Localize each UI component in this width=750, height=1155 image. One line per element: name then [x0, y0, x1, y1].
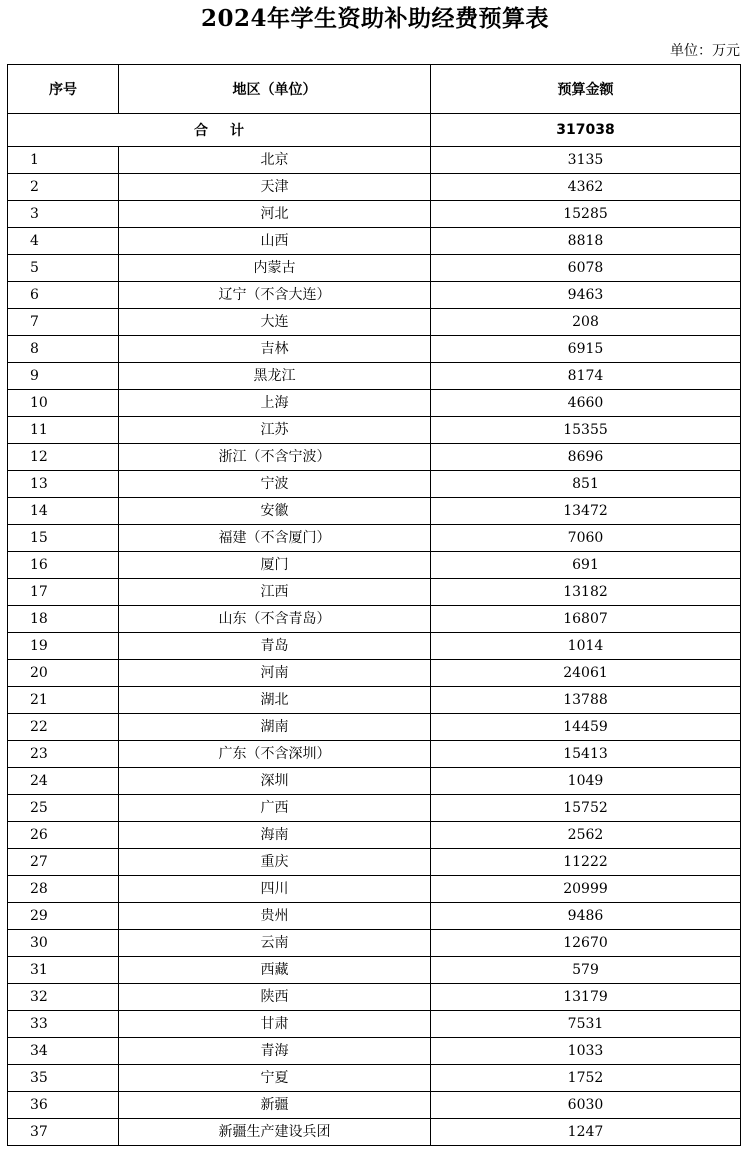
row-region: 新疆生产建设兵团 [119, 1119, 431, 1146]
row-amount: 1033 [431, 1038, 741, 1065]
total-label: 合计 [8, 114, 431, 147]
row-region: 湖南 [119, 714, 431, 741]
row-index: 14 [8, 498, 119, 525]
row-region: 重庆 [119, 849, 431, 876]
row-index: 36 [8, 1092, 119, 1119]
row-region: 内蒙古 [119, 255, 431, 282]
row-region: 安徽 [119, 498, 431, 525]
table-row [8, 984, 741, 1011]
row-amount: 7060 [431, 525, 741, 552]
row-amount: 6030 [431, 1092, 741, 1119]
table-row [8, 552, 741, 579]
row-region: 广东（不含深圳） [119, 741, 431, 768]
row-amount: 8818 [431, 228, 741, 255]
total-row [8, 114, 741, 147]
table-row [8, 498, 741, 525]
row-index: 11 [8, 417, 119, 444]
row-region: 山东（不含青岛） [119, 606, 431, 633]
row-amount: 13788 [431, 687, 741, 714]
row-index: 22 [8, 714, 119, 741]
table-row [8, 174, 741, 201]
table-row [8, 1119, 741, 1146]
row-amount: 11222 [431, 849, 741, 876]
row-region: 福建（不含厦门） [119, 525, 431, 552]
row-amount: 8174 [431, 363, 741, 390]
row-region: 大连 [119, 309, 431, 336]
row-index: 4 [8, 228, 119, 255]
row-amount: 4362 [431, 174, 741, 201]
row-region: 江苏 [119, 417, 431, 444]
row-index: 28 [8, 876, 119, 903]
row-amount: 13472 [431, 498, 741, 525]
row-index: 34 [8, 1038, 119, 1065]
row-amount: 1049 [431, 768, 741, 795]
table-row [8, 876, 741, 903]
table-row [8, 255, 741, 282]
row-index: 1 [8, 147, 119, 174]
row-region: 新疆 [119, 1092, 431, 1119]
row-index: 10 [8, 390, 119, 417]
row-index: 5 [8, 255, 119, 282]
table-row [8, 471, 741, 498]
table-row [8, 822, 741, 849]
row-amount: 15285 [431, 201, 741, 228]
header-index: 序号 [8, 65, 119, 114]
row-amount: 13179 [431, 984, 741, 1011]
table-row [8, 390, 741, 417]
row-region: 天津 [119, 174, 431, 201]
row-index: 7 [8, 309, 119, 336]
row-amount: 15355 [431, 417, 741, 444]
table-row [8, 579, 741, 606]
table-row [8, 795, 741, 822]
document-title: 2024年学生资助补助经费预算表 [200, 5, 549, 32]
row-amount: 208 [431, 309, 741, 336]
row-region: 宁波 [119, 471, 431, 498]
row-amount: 8696 [431, 444, 741, 471]
row-amount: 1014 [431, 633, 741, 660]
row-index: 15 [8, 525, 119, 552]
row-amount: 691 [431, 552, 741, 579]
row-amount: 6915 [431, 336, 741, 363]
row-index: 19 [8, 633, 119, 660]
table-row [8, 282, 741, 309]
table-row [8, 1011, 741, 1038]
row-region: 四川 [119, 876, 431, 903]
row-region: 青岛 [119, 633, 431, 660]
table-row [8, 228, 741, 255]
row-index: 3 [8, 201, 119, 228]
row-region: 湖北 [119, 687, 431, 714]
row-index: 33 [8, 1011, 119, 1038]
row-region: 吉林 [119, 336, 431, 363]
table-row [8, 1038, 741, 1065]
row-amount: 9486 [431, 903, 741, 930]
row-region: 宁夏 [119, 1065, 431, 1092]
row-index: 21 [8, 687, 119, 714]
table-row [8, 525, 741, 552]
row-region: 西藏 [119, 957, 431, 984]
table-row [8, 687, 741, 714]
unit-label: 单位：万元 [670, 43, 740, 59]
row-index: 16 [8, 552, 119, 579]
table-row [8, 336, 741, 363]
table-row [8, 1065, 741, 1092]
table-row [8, 930, 741, 957]
row-index: 6 [8, 282, 119, 309]
row-amount: 851 [431, 471, 741, 498]
row-region: 云南 [119, 930, 431, 957]
row-index: 26 [8, 822, 119, 849]
row-index: 12 [8, 444, 119, 471]
row-index: 31 [8, 957, 119, 984]
table-row [8, 309, 741, 336]
row-index: 17 [8, 579, 119, 606]
row-amount: 14459 [431, 714, 741, 741]
row-region: 广西 [119, 795, 431, 822]
row-amount: 1752 [431, 1065, 741, 1092]
row-amount: 12670 [431, 930, 741, 957]
row-index: 18 [8, 606, 119, 633]
table-row [8, 903, 741, 930]
row-region: 江西 [119, 579, 431, 606]
table-row [8, 660, 741, 687]
row-index: 37 [8, 1119, 119, 1146]
row-amount: 15752 [431, 795, 741, 822]
row-amount: 24061 [431, 660, 741, 687]
row-amount: 7531 [431, 1011, 741, 1038]
total-amount: 317038 [431, 114, 741, 147]
row-index: 35 [8, 1065, 119, 1092]
table-row [8, 417, 741, 444]
budget-table [7, 64, 741, 1146]
row-region: 厦门 [119, 552, 431, 579]
row-index: 30 [8, 930, 119, 957]
row-index: 20 [8, 660, 119, 687]
row-region: 陕西 [119, 984, 431, 1011]
row-index: 25 [8, 795, 119, 822]
header-region: 地区（单位） [119, 65, 431, 114]
row-amount: 15413 [431, 741, 741, 768]
row-index: 23 [8, 741, 119, 768]
table-row [8, 633, 741, 660]
row-region: 北京 [119, 147, 431, 174]
row-amount: 16807 [431, 606, 741, 633]
table-body [8, 147, 741, 1146]
row-index: 2 [8, 174, 119, 201]
row-index: 9 [8, 363, 119, 390]
row-region: 浙江（不含宁波） [119, 444, 431, 471]
row-region: 上海 [119, 390, 431, 417]
table-row [8, 741, 741, 768]
row-region: 山西 [119, 228, 431, 255]
row-index: 8 [8, 336, 119, 363]
row-amount: 6078 [431, 255, 741, 282]
table-row [8, 849, 741, 876]
row-region: 河北 [119, 201, 431, 228]
row-amount: 20999 [431, 876, 741, 903]
table-row [8, 147, 741, 174]
table-row [8, 444, 741, 471]
table-row [8, 363, 741, 390]
row-region: 海南 [119, 822, 431, 849]
table-header-row [8, 65, 741, 114]
row-region: 贵州 [119, 903, 431, 930]
row-amount: 1247 [431, 1119, 741, 1146]
row-region: 黑龙江 [119, 363, 431, 390]
table-row [8, 606, 741, 633]
row-amount: 13182 [431, 579, 741, 606]
row-amount: 3135 [431, 147, 741, 174]
row-amount: 9463 [431, 282, 741, 309]
table-row [8, 1092, 741, 1119]
row-index: 29 [8, 903, 119, 930]
row-region: 青海 [119, 1038, 431, 1065]
table-row [8, 768, 741, 795]
row-index: 24 [8, 768, 119, 795]
table-row [8, 201, 741, 228]
header-amount: 预算金额 [431, 65, 741, 114]
row-index: 13 [8, 471, 119, 498]
row-region: 河南 [119, 660, 431, 687]
row-region: 甘肃 [119, 1011, 431, 1038]
row-amount: 579 [431, 957, 741, 984]
row-amount: 4660 [431, 390, 741, 417]
table-row [8, 714, 741, 741]
row-amount: 2562 [431, 822, 741, 849]
row-index: 27 [8, 849, 119, 876]
row-region: 深圳 [119, 768, 431, 795]
row-region: 辽宁（不含大连） [119, 282, 431, 309]
row-index: 32 [8, 984, 119, 1011]
table-row [8, 957, 741, 984]
